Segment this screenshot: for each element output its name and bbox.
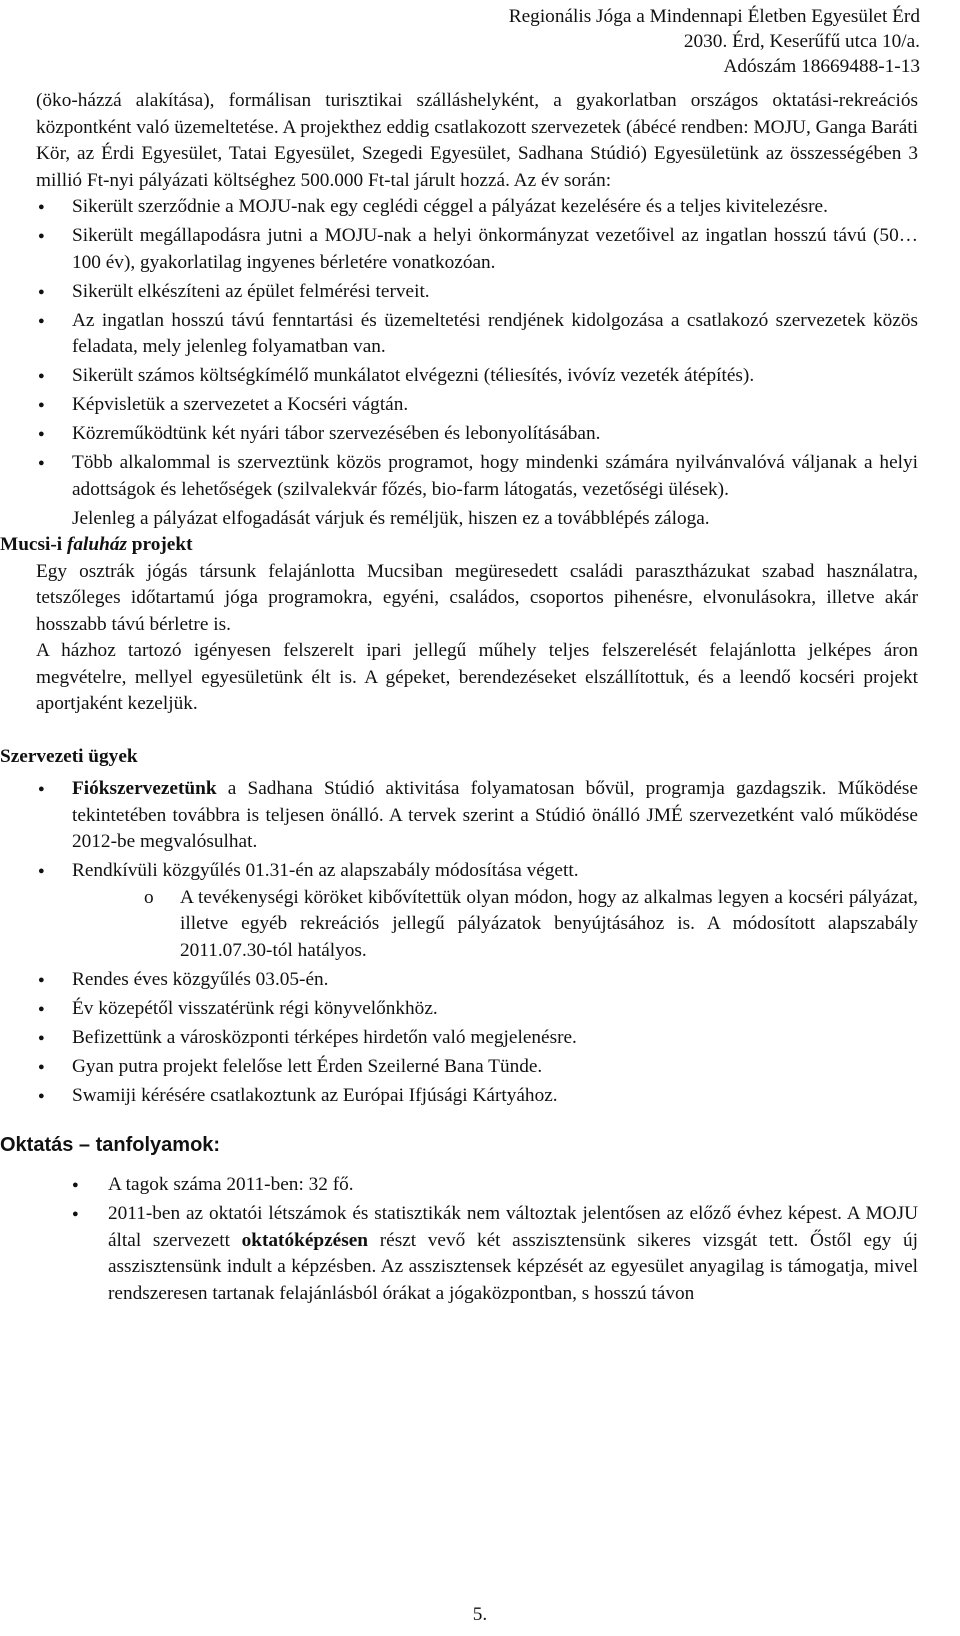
list-item: ● A tagok száma 2011-ben: 32 fő. (36, 1172, 918, 1199)
page-number: 5. (472, 1604, 488, 1625)
list-item: ● Sikerült számos költségkímélő munkálatot elvégezni (téliesítés, ivóvíz vezeték átépítés). (36, 363, 918, 390)
header-organization-name: Regionális Jóga a Mindennapi Életben Egyesület Érd (508, 6, 920, 27)
list-item: ● Sikerült szerződnie a MOJU-nak egy ceglédi céggel a pályázat kezelésére és a teljes kivitelezésre. (36, 194, 918, 221)
list-item: ● Sikerült megállapodásra jutni a MOJU-nak a helyi önkormányzat vezetőivel az ingatlan hosszú távú (50…100 év), gyakorlatilag ingyenes bérletére vonatkozóan. (36, 223, 918, 276)
mucsi-paragraph-1: Egy osztrák jógás társunk felajánlotta Mucsiban megüresedett családi parasztházukat szabad használatra, tetszőleges időtartamú jóga programokra, egyéni, családos, csoportos pihenésre, elvonulásokra, illetve akár hosszabb távú bérletre is. (36, 560, 918, 635)
stats-text-before: 2011-ben az oktatói létszámok és statisztikák nem változtak jelentősen az előző évhez képest. A MOJU által szervezett (108, 1203, 918, 1251)
document-header (509, 4, 920, 79)
education-list (36, 1172, 918, 1307)
list-item (36, 1201, 918, 1307)
list-item (36, 858, 918, 964)
stats-text-after: részt vevő két asszisztensünk sikeres vizsgát tett. Őstől egy új asszisztensünk indult a képzésben. Az asszisztensek képzését az egyesület anyagilag is támogatja, mivel rendszeresen tartanak felajánlásból órákat a jógaközpontban, s hosszú távon (108, 1229, 919, 1304)
document-body (0, 88, 919, 1310)
list-item: ● Rendes éves közgyűlés 03.05-én. (36, 967, 918, 994)
stats-bold-term: oktatóképzésen (241, 1229, 369, 1251)
org-section-title: Szervezeti ügyek (0, 745, 138, 767)
mucsi-paragraph-2: A házhoz tartozó igényesen felszerelt ipari jellegű műhely teljes felszerelését felajánlotta jelképes áron megvételre, mellyel egyesületünk élt is. A gépeket, berendezéseket elszállítottuk, és a leendő kocséri projekt aportjaként kezeljük. (36, 640, 918, 714)
header-address: 2030. Érd, Keserűfű utca 10/a. (683, 31, 920, 52)
list-item: ● Év közepétől visszatérünk régi könyvelőnkhöz. (36, 996, 918, 1023)
achievements-list (36, 194, 918, 503)
awaiting-paragraph: Jelenleg a pályázat elfogadását várjuk és reméljük, hiszen ez a továbblépés záloga. (72, 507, 710, 529)
header-tax-number: Adószám 18669488-1-13 (723, 56, 920, 77)
list-item: ● Gyan putra projekt felelőse lett Érden Szeilerné Bana Tünde. (36, 1054, 918, 1081)
list-item: ● Swamiji kérésére csatlakoztunk az Európai Ifjúsági Kártyához. (36, 1083, 918, 1110)
mucsi-title-prefix: Mucsi-i (0, 534, 63, 555)
mucsi-section-title (0, 532, 918, 559)
list-item (36, 776, 918, 856)
extraordinary-meeting-text: Rendkívüli közgyűlés 01.31-én az alapszabály módosítása végett. (72, 860, 579, 881)
sub-list (72, 885, 918, 965)
org-list (36, 776, 918, 1109)
intro-paragraph: (öko-házzá alakítása), formálisan turisztikai szálláshelyként, a gyakorlatban országos oktatási-rekreációs központként való üzemeltetése. A projekthez eddig csatlakozott szervezetek (ábécé rendben: MOJU, Ganga Baráti Kör, az Érdi Egyesület, Tatai Egyesület, Szegedi Egyesület, Sadhana Stúdió) Egyesületünk az összességében 3 millió Ft-nyi pályázati költséghez 500.000 Ft-tal járult hozzá. Az év során: (36, 90, 918, 191)
list-item: ● Több alkalommal is szerveztünk közös programot, hogy mindenki számára nyilvánvalóvá váljanak a helyi adottságok és lehetőségek (szilvalekvár főzés, bio-farm látogatás, vezetőségi ülések). (36, 450, 918, 503)
list-item: ● Az ingatlan hosszú távú fenntartási és üzemeltetési rendjének kidolgozása a csatlakozó szervezetek közös feladata, mely jelenleg folyamatban van. (36, 308, 918, 361)
mucsi-title-italic: faluház (66, 534, 127, 555)
branch-bold-label: Fiókszervezetünk (72, 778, 217, 799)
list-item: ● Sikerült elkészíteni az épület felmérési terveit. (36, 279, 918, 306)
mucsi-title-suffix: projekt (131, 534, 193, 555)
list-item: ● Befizettünk a városközponti térképes hirdetőn való megjelenésre. (36, 1025, 918, 1052)
branch-text: a Sadhana Stúdió aktivitása folyamatosan bővül, programja gazdagszik. Működése tekintetében továbbra is teljesen önálló. A tervek szerint a Stúdió önálló JMÉ szervezetként való működése 2012-be megvalósulhat. (72, 778, 918, 852)
list-item: ● Közreműködtünk két nyári tábor szervezésében és lebonyolításában. (36, 421, 918, 448)
list-item: ● Képvisletük a szervezetet a Kocséri vágtán. (36, 392, 918, 419)
education-section-title: Oktatás – tanfolyamok: (0, 1133, 221, 1156)
sub-list-item: o A tevékenységi köröket kibővítettük olyan módon, hogy az alkalmas legyen a kocséri pályázat, illetve egyéb rekreációs jellegű pályázatok benyújtásához is. A módosított alapszabály 2011.07.30-tól hatályos. (72, 885, 918, 965)
